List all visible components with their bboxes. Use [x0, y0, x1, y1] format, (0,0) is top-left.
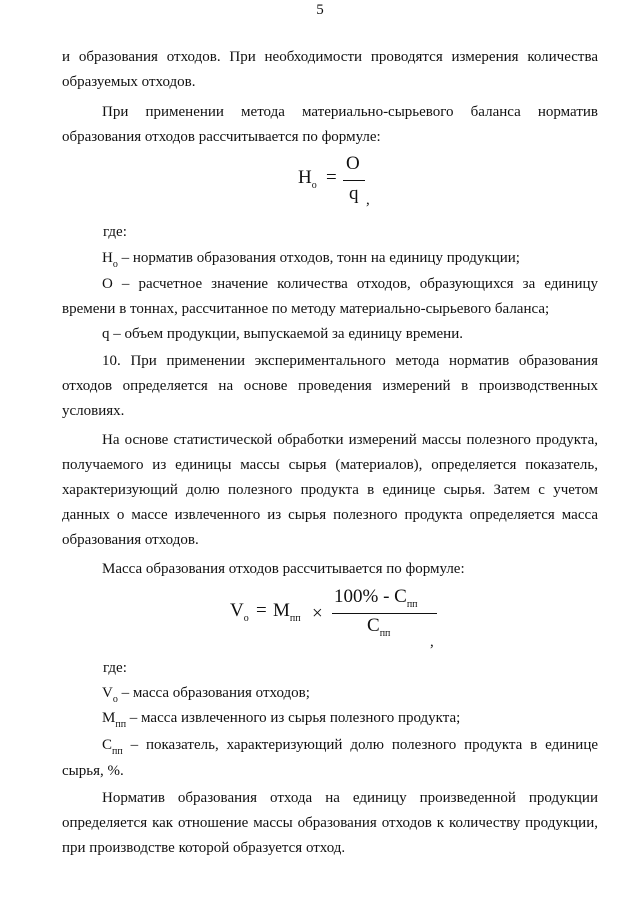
paragraph-final: Норматив образования отхода на единицу произведенной продукции определяется как отношение массы образования отходов к количеству продукции, при производстве которой образуется отход. — [62, 790, 598, 856]
definition-ho: $Н_о$ – норматив образования отходов, тонн на единицу продукции; — [102, 250, 520, 270]
label-where-1: где: — [103, 224, 127, 240]
paragraph-intro: и образования отходов. При необходимости проводятся измерения количества образуемых отходов. — [62, 49, 598, 90]
paragraph-statistics: На основе статистической обработки измерений массы полезного продукта, получаемого из единицы массы сырья (материалов), определяется показатель, характеризующий долю полезного продукта в единице сырья. Затем с учетом данных о массе извлеченного из сырья полезного продукта определяется масса образования отходов. — [62, 432, 598, 548]
definition-mpp: $М_{пп}$ – масса извлеченного из сырья полезного продукта; — [102, 710, 461, 730]
formula2-equals: = — [256, 600, 267, 621]
formula1-denominator: q — [349, 183, 359, 204]
paragraph-10: 10. При применении экспериментального метода норматив образования отходов определяется на основе проведения измерений в производственных условиях. — [62, 353, 598, 419]
definition-cpp: $С_{пп}$ – показатель, характеризующий долю полезного продукта в единице сырья, %. — [62, 737, 598, 779]
formula2-m: $М_{пп}$ — [273, 600, 301, 624]
formula1-equals: = — [326, 167, 337, 188]
paragraph-balance-method: При применении метода материально-сырьевого баланса норматив образования отходов рассчитывается по формуле: — [62, 104, 598, 145]
formula2-denominator: $С_{пп}$ — [367, 615, 391, 639]
formula1-fraction-bar — [343, 180, 365, 181]
formula2-fraction-bar — [332, 613, 437, 614]
paragraph-mass-formula: Масса образования отходов рассчитывается по формуле: — [102, 561, 465, 577]
definition-vo: $V_о$ – масса образования отходов; — [102, 685, 310, 705]
formula2-times: × — [312, 603, 323, 624]
formula1-lhs: $Н_о$ — [298, 167, 317, 191]
page-number: 5 — [316, 2, 324, 18]
formula2-numerator: $100\% - С_{пп}$ — [334, 586, 418, 610]
formula2-lhs: $V_о$ — [230, 600, 249, 624]
definition-q: q – объем продукции, выпускаемой за единицу времени. — [102, 326, 463, 342]
definition-o: О – расчетное значение количества отходов, образующихся за единицу времени в тоннах, рассчитанное по методу материально-сырьевого баланса; — [62, 276, 598, 317]
formula1-comma: , — [366, 192, 370, 208]
label-where-2: где: — [103, 660, 127, 676]
formula1-numerator: О — [346, 153, 360, 174]
formula2-comma: , — [430, 634, 434, 650]
